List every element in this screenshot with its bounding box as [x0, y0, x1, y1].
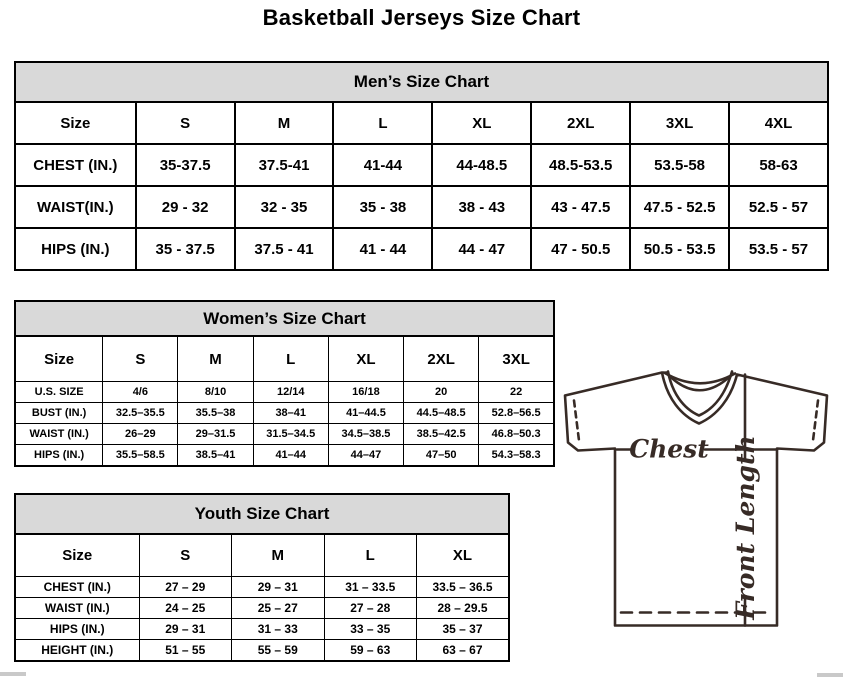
size-value-cell: 20 [404, 382, 479, 403]
size-value-cell: 58-63 [729, 144, 828, 186]
size-value-cell: 38.5–42.5 [404, 424, 479, 445]
size-value-cell: 27 – 29 [139, 577, 232, 598]
womens-chart-title: Women’s Size Chart [14, 300, 555, 337]
size-value-cell: 29 – 31 [139, 619, 232, 640]
row-label: HIPS (IN.) [15, 619, 139, 640]
table-row [15, 186, 828, 228]
size-value-cell: 46.8–50.3 [479, 424, 554, 445]
column-header: Size [15, 102, 136, 144]
size-value-cell: 41-44 [333, 144, 432, 186]
size-value-cell: 27 – 28 [324, 598, 417, 619]
size-value-cell: 32.5–35.5 [103, 403, 178, 424]
column-header: M [232, 534, 325, 577]
row-label: BUST (IN.) [15, 403, 103, 424]
size-value-cell: 32 - 35 [235, 186, 334, 228]
jersey-outline [565, 373, 827, 626]
table-row [15, 598, 509, 619]
size-value-cell: 35-37.5 [136, 144, 235, 186]
table-row [15, 144, 828, 186]
table-row [15, 445, 554, 467]
size-value-cell: 41–44 [253, 445, 328, 467]
scrollbar-fragment-left[interactable] [0, 672, 26, 676]
table-row [15, 382, 554, 403]
column-header: L [253, 336, 328, 382]
youth-size-chart-section [14, 493, 510, 662]
row-label: WAIST(IN.) [15, 186, 136, 228]
size-value-cell: 47–50 [404, 445, 479, 467]
table-row [15, 403, 554, 424]
column-header-row [15, 102, 828, 144]
column-header: 2XL [404, 336, 479, 382]
size-value-cell: 53.5-58 [630, 144, 729, 186]
size-value-cell: 33 – 35 [324, 619, 417, 640]
column-header: XL [328, 336, 403, 382]
column-header: L [324, 534, 417, 577]
column-header: 2XL [531, 102, 630, 144]
column-header: M [235, 102, 334, 144]
size-value-cell: 31.5–34.5 [253, 424, 328, 445]
size-value-cell: 52.8–56.5 [479, 403, 554, 424]
size-value-cell: 59 – 63 [324, 640, 417, 662]
size-value-cell: 8/10 [178, 382, 253, 403]
size-value-cell: 37.5-41 [235, 144, 334, 186]
column-header: L [333, 102, 432, 144]
size-value-cell: 44.5–48.5 [404, 403, 479, 424]
row-label: WAIST (IN.) [15, 598, 139, 619]
size-value-cell: 48.5-53.5 [531, 144, 630, 186]
mens-size-table [14, 101, 829, 271]
collar-back-arc-2 [666, 373, 733, 391]
size-value-cell: 29–31.5 [178, 424, 253, 445]
column-header: Size [15, 336, 103, 382]
row-label: HIPS (IN.) [15, 228, 136, 270]
page-title: Basketball Jerseys Size Chart [262, 5, 581, 30]
column-header: Size [15, 534, 139, 577]
size-value-cell: 35 - 37.5 [136, 228, 235, 270]
size-value-cell: 55 – 59 [232, 640, 325, 662]
size-value-cell: 50.5 - 53.5 [630, 228, 729, 270]
row-label: HEIGHT (IN.) [15, 640, 139, 662]
column-header: 3XL [630, 102, 729, 144]
size-value-cell: 25 – 27 [232, 598, 325, 619]
column-header: 3XL [479, 336, 554, 382]
size-value-cell: 24 – 25 [139, 598, 232, 619]
row-label: WAIST (IN.) [15, 424, 103, 445]
jersey-diagram-svg [555, 360, 843, 665]
chest-label: Chest [629, 434, 709, 464]
column-header: S [103, 336, 178, 382]
size-value-cell: 52.5 - 57 [729, 186, 828, 228]
column-header: S [139, 534, 232, 577]
row-label: CHEST (IN.) [15, 144, 136, 186]
size-value-cell: 41–44.5 [328, 403, 403, 424]
size-value-cell: 38 - 43 [432, 186, 531, 228]
size-value-cell: 31 – 33 [232, 619, 325, 640]
size-value-cell: 41 - 44 [333, 228, 432, 270]
jersey-measurement-diagram [555, 360, 843, 665]
womens-size-table [14, 335, 555, 467]
column-header: XL [417, 534, 510, 577]
size-value-cell: 53.5 - 57 [729, 228, 828, 270]
size-value-cell: 44 - 47 [432, 228, 531, 270]
column-header-row [15, 534, 509, 577]
size-value-cell: 35 – 37 [417, 619, 510, 640]
size-value-cell: 47.5 - 52.5 [630, 186, 729, 228]
size-value-cell: 28 – 29.5 [417, 598, 510, 619]
size-value-cell: 43 - 47.5 [531, 186, 630, 228]
column-header: S [136, 102, 235, 144]
youth-size-table [14, 533, 510, 662]
scrollbar-fragment-right[interactable] [817, 673, 843, 677]
table-row [15, 228, 828, 270]
front-length-label: Front Length [731, 435, 760, 620]
size-value-cell: 35.5–58.5 [103, 445, 178, 467]
size-value-cell: 22 [479, 382, 554, 403]
column-header: 4XL [729, 102, 828, 144]
column-header-row [15, 336, 554, 382]
column-header: M [178, 336, 253, 382]
size-value-cell: 35 - 38 [333, 186, 432, 228]
table-row [15, 619, 509, 640]
size-value-cell: 33.5 – 36.5 [417, 577, 510, 598]
column-header: XL [432, 102, 531, 144]
size-value-cell: 34.5–38.5 [328, 424, 403, 445]
table-row [15, 640, 509, 662]
womens-size-chart-section [14, 300, 555, 467]
mens-size-chart-section [14, 61, 829, 271]
size-value-cell: 16/18 [328, 382, 403, 403]
size-value-cell: 38–41 [253, 403, 328, 424]
size-value-cell: 29 – 31 [232, 577, 325, 598]
size-value-cell: 63 – 67 [417, 640, 510, 662]
size-value-cell: 38.5–41 [178, 445, 253, 467]
size-value-cell: 44–47 [328, 445, 403, 467]
row-label: HIPS (IN.) [15, 445, 103, 467]
table-row [15, 424, 554, 445]
size-value-cell: 54.3–58.3 [479, 445, 554, 467]
size-value-cell: 47 - 50.5 [531, 228, 630, 270]
size-value-cell: 44-48.5 [432, 144, 531, 186]
youth-chart-title: Youth Size Chart [14, 493, 510, 535]
size-value-cell: 26–29 [103, 424, 178, 445]
size-value-cell: 12/14 [253, 382, 328, 403]
row-label: CHEST (IN.) [15, 577, 139, 598]
mens-chart-title: Men’s Size Chart [14, 61, 829, 103]
size-value-cell: 51 – 55 [139, 640, 232, 662]
row-label: U.S. SIZE [15, 382, 103, 403]
size-value-cell: 4/6 [103, 382, 178, 403]
size-value-cell: 31 – 33.5 [324, 577, 417, 598]
size-value-cell: 29 - 32 [136, 186, 235, 228]
size-value-cell: 35.5–38 [178, 403, 253, 424]
size-value-cell: 37.5 - 41 [235, 228, 334, 270]
table-row [15, 577, 509, 598]
